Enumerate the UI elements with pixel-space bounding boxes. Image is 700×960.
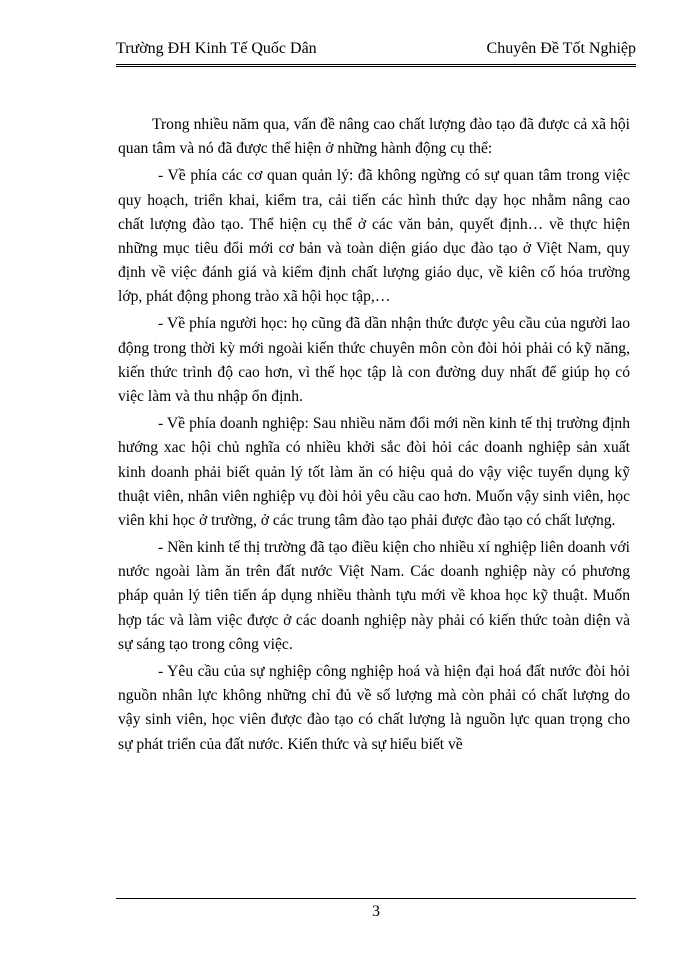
document-body	[118, 113, 630, 760]
header-divider	[116, 64, 636, 67]
page-number: 3	[372, 903, 380, 920]
paragraph-learners: - Về phía người học: họ cũng đã dần nhận thức được yêu cầu của người lao động trong thời kỳ mới ngoài kiến thức chuyên môn còn đòi hỏi phải có kỹ năng, kiến thức trình độ cao hơn, vì thế học tập là con đường duy nhất để giúp họ có việc làm và thu nhập ổn định.	[118, 315, 630, 406]
header-school-name: Trường ĐH Kinh Tế Quốc Dân	[116, 40, 317, 57]
paragraph-management-agencies: - Về phía các cơ quan quản lý: đã không ngừng có sự quan tâm trong việc quy hoạch, triển khai, kiểm tra, cải tiến các hình thức dạy học nhằm nâng cao chất lượng đào tạo. Thể hiện cụ thể ở các văn bản, quyết định… về thực hiện những mục tiêu đổi mới cơ bản và toàn diện giáo dục đào tạo ở Việt Nam, quy định về việc đánh giá và kiểm định chất lượng giáo dục, về kiên cố hóa trường lớp, phát động phong trào xã hội học tập,…	[118, 167, 630, 306]
page-header	[116, 38, 636, 60]
paragraph-enterprises: - Về phía doanh nghiệp: Sau nhiều năm đổi mới nền kinh tế thị trường định hướng xac hội chủ nghĩa có nhiều khởi sắc đòi hỏi các doanh nghiệp sản xuất kinh doanh phải biết quản lý tốt làm ăn có hiệu quả do vậy việc tuyển dụng kỹ thuật viên, nhân viên nghiệp vụ đòi hỏi yêu cầu cao hơn. Muốn vậy sinh viên, học viên khi học ở trường, ở các trung tâm đào tạo phải được đào tạo có chất lượng.	[118, 415, 630, 529]
header-document-type: Chuyên Đề Tốt Nghiệp	[486, 40, 636, 57]
footer-divider	[116, 898, 636, 899]
paragraph-market-economy: - Nền kinh tế thị trường đã tạo điều kiện cho nhiều xí nghiệp liên doanh với nước ngoài làm ăn trên đất nước Việt Nam. Các doanh nghiệp này có phương pháp quản lý tiên tiến áp dụng nhiều thành tựu mới về khoa học kỹ thuật. Muốn hợp tác và làm việc được ở các doanh nghiệp này phải có kiến thức toàn diện và sự sáng tạo trong công việc.	[118, 539, 630, 653]
paragraph-industrialization: - Yêu cầu của sự nghiệp công nghiệp hoá và hiện đại hoá đất nước đòi hỏi nguồn nhân lực không những chỉ đủ về số lượng mà còn phải có chất lượng do vậy sinh viên, học viên được đào tạo có chất lượng là nguồn lực quan trọng cho sự phát triển của đất nước. Kiến thức và sự hiểu biết về	[118, 662, 630, 753]
paragraph-intro: Trong nhiều năm qua, vấn đề nâng cao chất lượng đào tạo đã được cả xã hội quan tâm và nó đã được thể hiện ở những hành động cụ thể:	[118, 116, 630, 158]
